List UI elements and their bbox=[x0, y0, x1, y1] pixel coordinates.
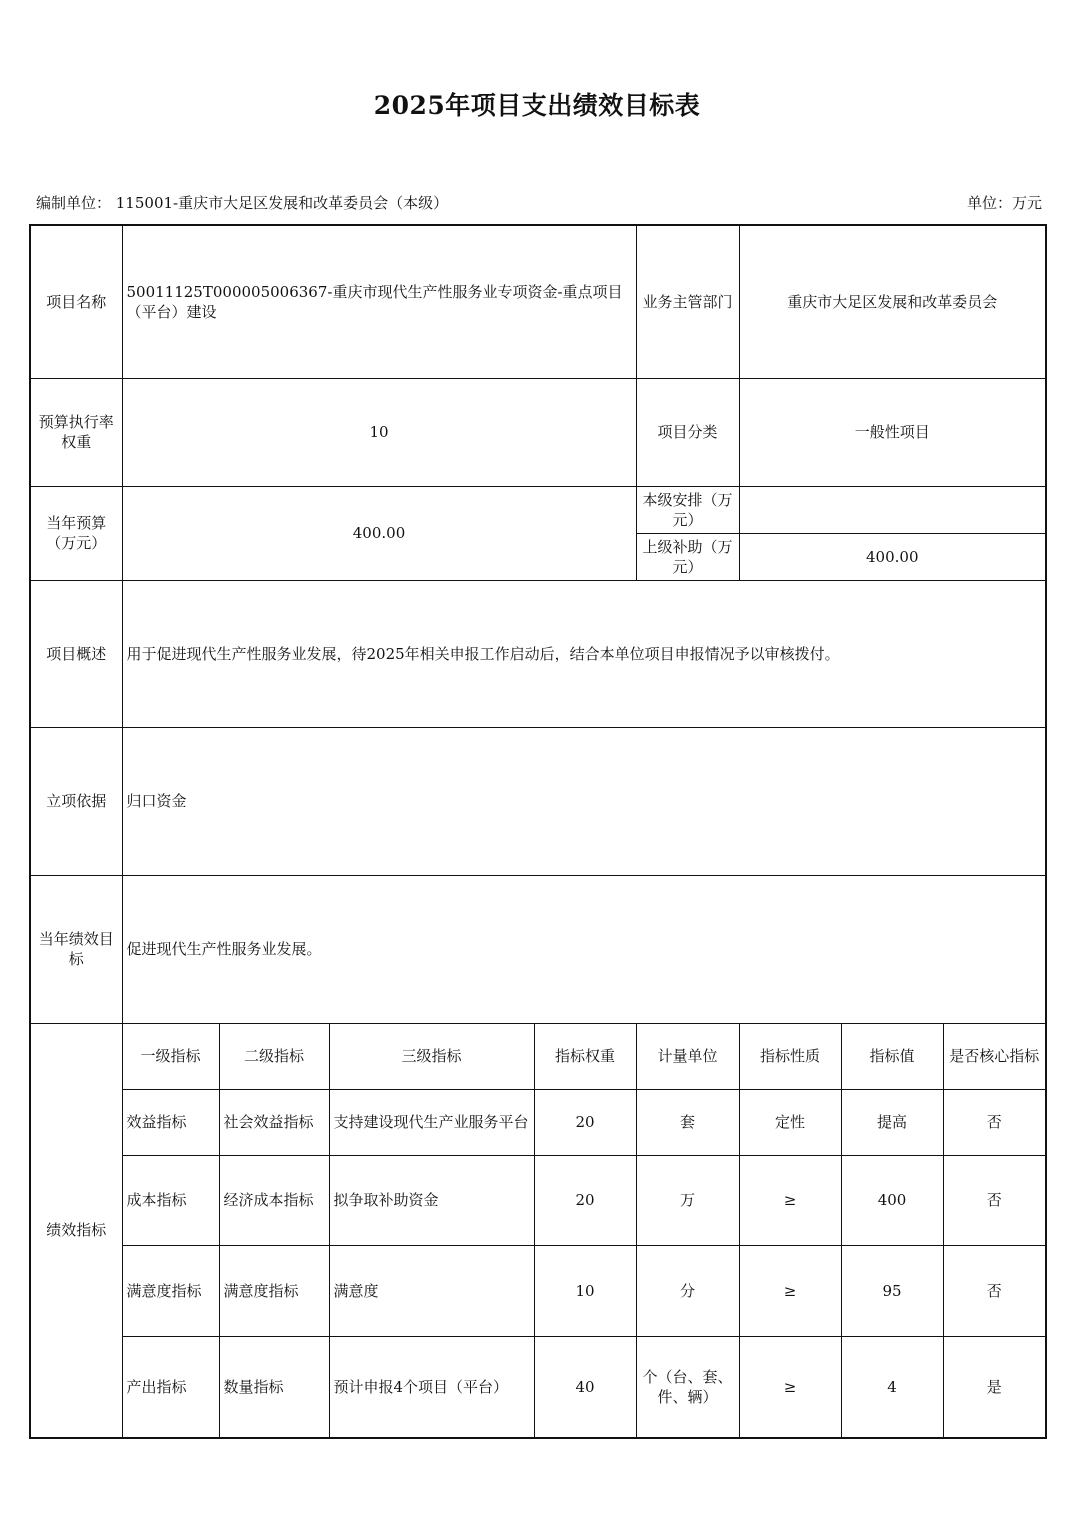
project-name-label: 项目名称 bbox=[30, 225, 122, 378]
row-goal bbox=[30, 875, 1046, 1023]
overview-value: 用于促进现代生产性服务业发展，待2025年相关申报工作启动后，结合本单位项目申报情况予以审核拨付。 bbox=[122, 580, 1046, 727]
upper-value: 400.00 bbox=[739, 533, 1046, 580]
dept-label: 业务主管部门 bbox=[636, 225, 739, 378]
table-row bbox=[30, 1089, 1046, 1155]
cell-weight: 40 bbox=[534, 1336, 636, 1438]
category-label: 项目分类 bbox=[636, 378, 739, 486]
local-label: 本级安排（万元） bbox=[636, 486, 739, 533]
dept-value: 重庆市大足区发展和改革委员会 bbox=[739, 225, 1046, 378]
cell-level1: 效益指标 bbox=[122, 1089, 219, 1155]
row-project-name bbox=[30, 225, 1046, 378]
cell-core: 否 bbox=[943, 1155, 1046, 1245]
cell-unit: 分 bbox=[636, 1245, 739, 1336]
project-name-value: 50011125T000005006367-重庆市现代生产性服务业专项资金-重点项目（平台）建设 bbox=[122, 225, 636, 378]
row-basis bbox=[30, 727, 1046, 875]
cell-level2: 社会效益指标 bbox=[219, 1089, 329, 1155]
cell-core: 否 bbox=[943, 1245, 1046, 1336]
exec-rate-value: 10 bbox=[122, 378, 636, 486]
cell-level2: 满意度指标 bbox=[219, 1245, 329, 1336]
indicator-header-row bbox=[30, 1023, 1046, 1089]
cell-core: 是 bbox=[943, 1336, 1046, 1438]
indicator-section-label: 绩效指标 bbox=[30, 1023, 122, 1438]
cell-level2: 经济成本指标 bbox=[219, 1155, 329, 1245]
cell-nature: ≥ bbox=[739, 1245, 841, 1336]
row-budget-1 bbox=[30, 486, 1046, 533]
goal-value: 促进现代生产性服务业发展。 bbox=[122, 875, 1046, 1023]
cell-level1: 产出指标 bbox=[122, 1336, 219, 1438]
cell-value: 提高 bbox=[841, 1089, 943, 1155]
cell-nature: ≥ bbox=[739, 1155, 841, 1245]
cell-nature: ≥ bbox=[739, 1336, 841, 1438]
cell-core: 否 bbox=[943, 1089, 1046, 1155]
header-level1: 一级指标 bbox=[122, 1023, 219, 1089]
page-title: 2025年项目支出绩效目标表 bbox=[373, 91, 701, 120]
row-overview bbox=[30, 580, 1046, 727]
performance-target-table bbox=[29, 224, 1047, 1439]
header-level2: 二级指标 bbox=[219, 1023, 329, 1089]
cell-level3: 预计申报4个项目（平台） bbox=[329, 1336, 534, 1438]
cell-weight: 20 bbox=[534, 1089, 636, 1155]
cell-value: 4 bbox=[841, 1336, 943, 1438]
table-row bbox=[30, 1336, 1046, 1438]
budget-value: 400.00 bbox=[122, 486, 636, 580]
exec-rate-label: 预算执行率权重 bbox=[30, 378, 122, 486]
header-value: 指标值 bbox=[841, 1023, 943, 1089]
header-weight: 指标权重 bbox=[534, 1023, 636, 1089]
cell-level1: 满意度指标 bbox=[122, 1245, 219, 1336]
local-value bbox=[739, 486, 1046, 533]
cell-unit: 套 bbox=[636, 1089, 739, 1155]
budget-label: 当年预算（万元） bbox=[30, 486, 122, 580]
cell-unit: 万 bbox=[636, 1155, 739, 1245]
cell-value: 400 bbox=[841, 1155, 943, 1245]
cell-weight: 10 bbox=[534, 1245, 636, 1336]
cell-level2: 数量指标 bbox=[219, 1336, 329, 1438]
category-value: 一般性项目 bbox=[739, 378, 1046, 486]
compiling-unit: 编制单位： 115001-重庆市大足区发展和改革委员会（本级） bbox=[36, 194, 449, 212]
currency-unit: 单位：万元 bbox=[966, 194, 1042, 212]
cell-level1: 成本指标 bbox=[122, 1155, 219, 1245]
header-unit: 计量单位 bbox=[636, 1023, 739, 1089]
header-level3: 三级指标 bbox=[329, 1023, 534, 1089]
cell-nature: 定性 bbox=[739, 1089, 841, 1155]
cell-level3: 满意度 bbox=[329, 1245, 534, 1336]
table-row bbox=[30, 1155, 1046, 1245]
basis-value: 归口资金 bbox=[122, 727, 1046, 875]
cell-weight: 20 bbox=[534, 1155, 636, 1245]
goal-label: 当年绩效目标 bbox=[30, 875, 122, 1023]
overview-label: 项目概述 bbox=[30, 580, 122, 727]
table-row bbox=[30, 1245, 1046, 1336]
row-exec-rate bbox=[30, 378, 1046, 486]
cell-value: 95 bbox=[841, 1245, 943, 1336]
cell-unit: 个（台、套、件、辆） bbox=[636, 1336, 739, 1438]
basis-label: 立项依据 bbox=[30, 727, 122, 875]
cell-level3: 拟争取补助资金 bbox=[329, 1155, 534, 1245]
header-nature: 指标性质 bbox=[739, 1023, 841, 1089]
header-core: 是否核心指标 bbox=[943, 1023, 1046, 1089]
cell-level3: 支持建设现代生产业服务平台 bbox=[329, 1089, 534, 1155]
upper-label: 上级补助（万元） bbox=[636, 533, 739, 580]
